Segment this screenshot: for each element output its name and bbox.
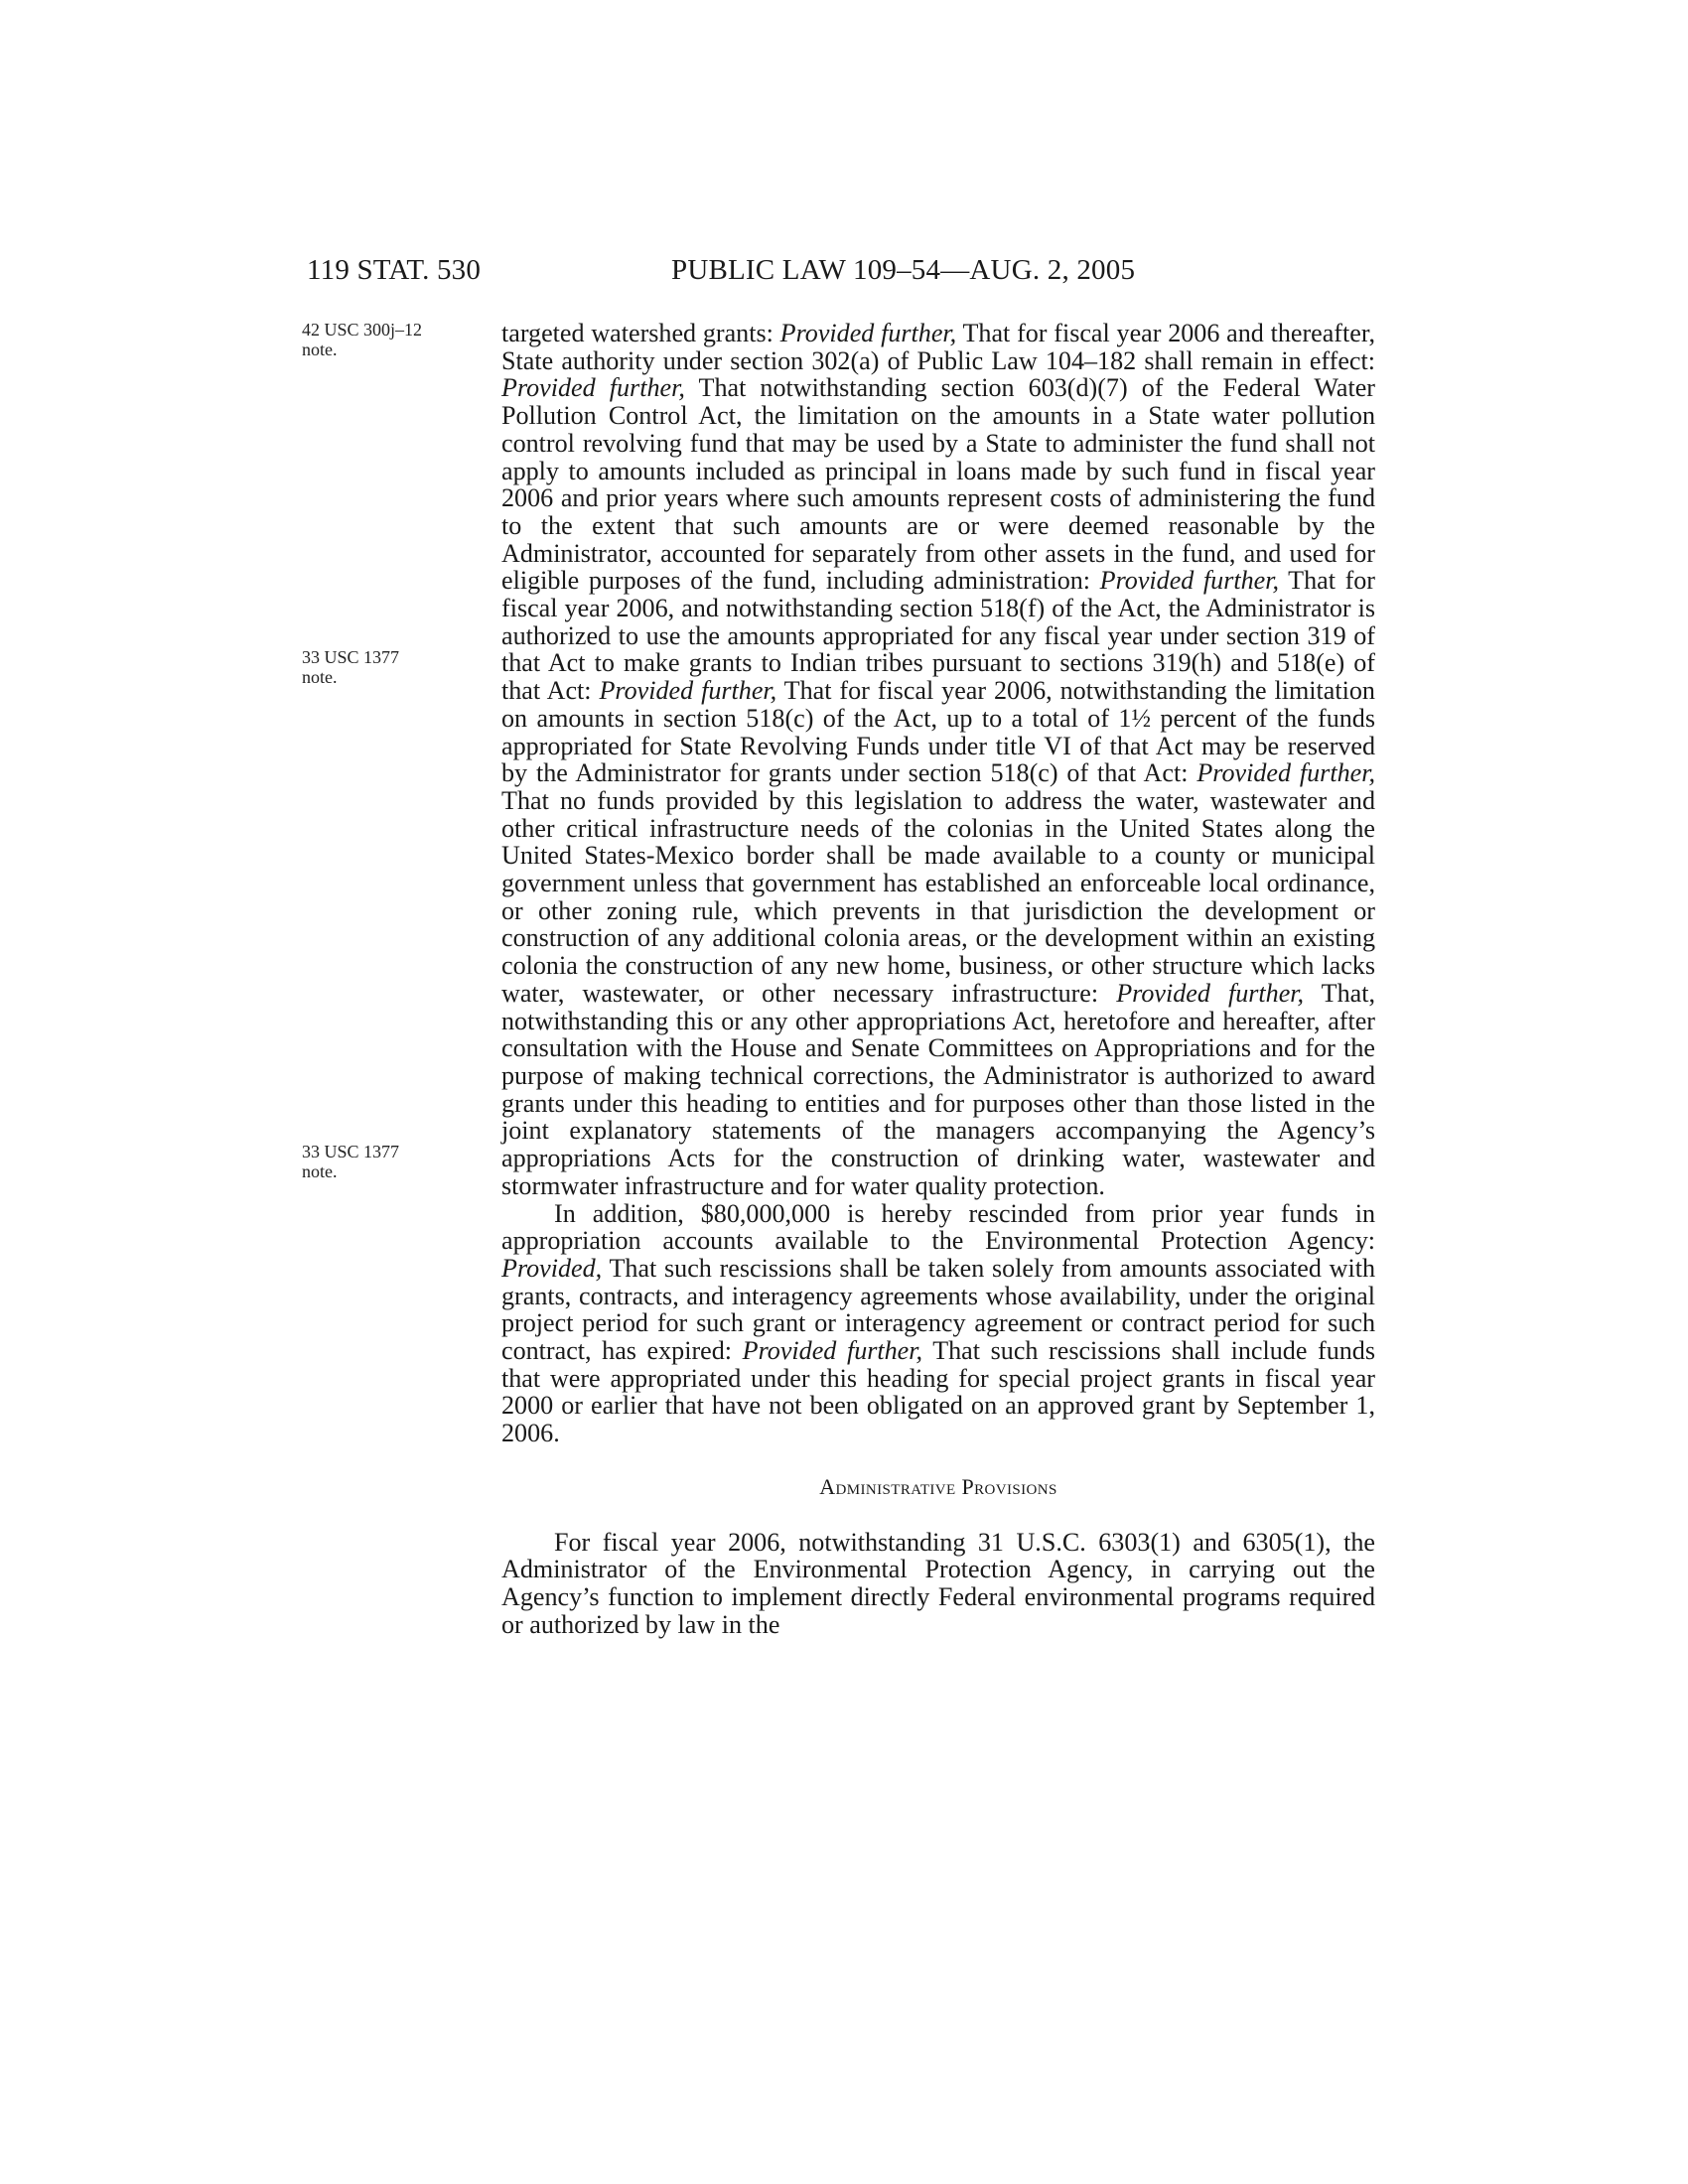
proviso-italic: Provided further,: [1196, 758, 1375, 788]
margin-note-suffix: note.: [302, 340, 338, 359]
margin-note-citation: 42 USC 300j–12: [302, 320, 423, 340]
proviso-italic: Provided further,: [1099, 566, 1280, 596]
margin-note-suffix: note.: [302, 667, 338, 687]
proviso-italic: Provided further,: [1116, 978, 1305, 1008]
margin-note-citation: 33 USC 1377: [302, 1142, 400, 1161]
proviso-italic: Provided further,: [599, 676, 777, 706]
page-header: [0, 254, 1688, 294]
proviso-italic: Provided further,: [742, 1336, 923, 1366]
paragraph-administrative-provisions: For fiscal year 2006, notwithstanding 31 U.S.C. 6303(1) and 6305(1), the Administrator of the Environmental Protection Agency, in carrying out the Agency’s function to implement directly Federal environmental programs required or authorized by law in the: [501, 1527, 1375, 1639]
margin-note-citation: 33 USC 1377: [302, 647, 400, 667]
main-text-column: [501, 320, 1375, 1638]
paragraph-rescission: In addition, $80,000,000 is hereby rescinded from prior year funds in appropriation accounts available to the Environmental Protection Agency: Provided, That such rescissions shall be taken solely from amounts associated with grants, contracts, and interagency agreements whose availability, under the original project period for such grant or interagency agreement or contract period for such contract, has expired: Provided further, That such rescissions shall include funds that were appropriated under this heading for special project grants in fiscal year 2000 or earlier that have not been obligated on an approved grant by September 1, 2006.: [501, 1198, 1376, 1448]
page-number: 119 STAT. 530: [307, 254, 482, 286]
proviso-italic: Provided,: [501, 1253, 603, 1283]
section-heading: Administrative Provisions: [819, 1473, 1057, 1499]
paragraph-appropriations-provisos: targeted watershed grants: Provided further, That for fiscal year 2006 and thereafter, State authority under section 302(a) of Public Law 104–182 shall remain in effect: Provided further, That notwithstanding section 603(d)(7) of the Federal Water Pollution Control Act, the limitation on the amounts in a State water pollution control revolving fund that may be used by a State to administer the fund shall not apply to amounts included as principal in loans made by such fund in fiscal year 2006 and prior years where such amounts represent costs of administering the fund to the extent that such amounts are or were deemed reasonable by the Administrator, accounted for separately from other assets in the fund, and used for eligible purposes of the fund, including administration: Provided further, That for fiscal year 2006, and notwithstanding section 518(f) of the Act, the Administrator is authorized to use the amounts appropriated for any fiscal year under section 319 of that Act to make grants to Indian tribes pursuant to sections 319(h) and 518(e) of that Act: Provided further, That for fiscal year 2006, notwithstanding the limitation on amounts in section 518(c) of the Act, up to a total of 1½ percent of the funds appropriated for State Revolving Funds under title VI of that Act may be reserved by the Administrator for grants under section 518(c) of that Act: Provided further, That no funds provided by this legislation to address the water, wastewater and other critical infrastructure needs of the colonias in the United States along the United States-Mexico border shall be made available to a county or municipal government unless that government has established an enforceable local ordinance, or other zoning rule, which prevents in that jurisdiction the development or construction of any additional colonia areas, or the development within an existing colonia the construction of any new home, business, or other structure which lacks water, wastewater, or other necessary infrastructure: Provided further, That, notwithstanding this or any other appropriations Act, heretofore and hereafter, after consultation with the House and Senate Committees on Appropriations and for the purpose of making technical corrections, the Administrator is authorized to award grants under this heading to entities and for purposes other than those listed in the joint explanatory statements of the managers accompanying the Agency’s appropriations Acts for the construction of drinking water, wastewater and stormwater infrastructure and for water quality protection.: [501, 319, 1375, 1200]
margin-note-1: [302, 320, 481, 359]
margin-note-suffix: note.: [302, 1161, 338, 1181]
running-title: PUBLIC LAW 109–54—AUG. 2, 2005: [671, 254, 1136, 286]
margin-note-3: [302, 1142, 481, 1181]
margin-note-2: [302, 647, 481, 687]
proviso-italic: Provided further,: [779, 319, 957, 347]
proviso-italic: Provided further,: [501, 373, 685, 403]
